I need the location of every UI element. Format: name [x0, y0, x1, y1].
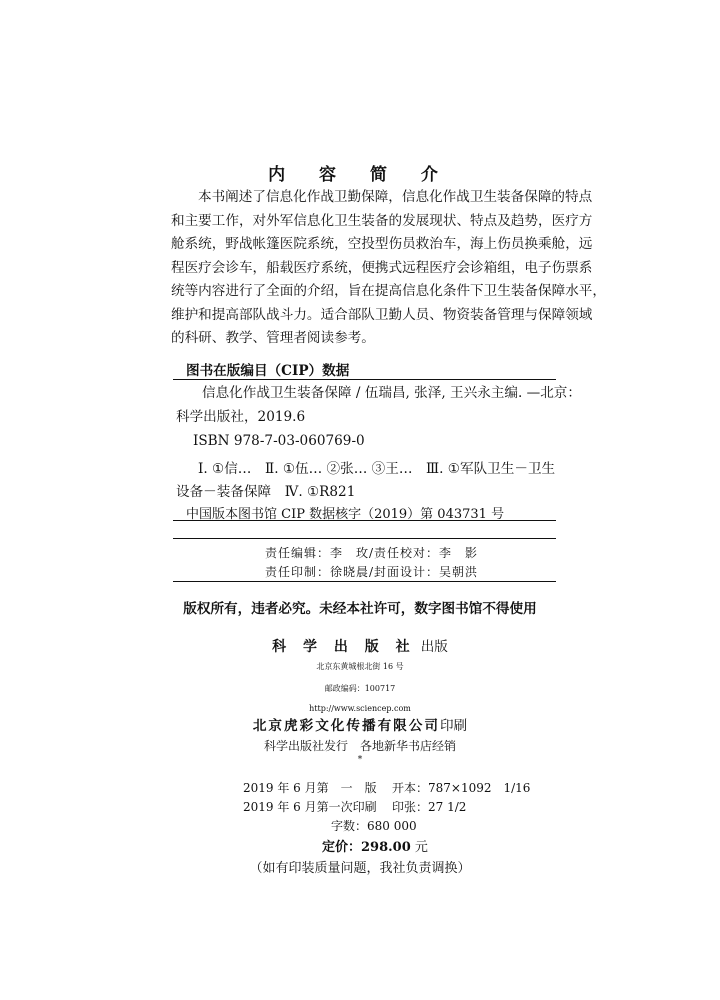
spec-price	[322, 836, 428, 855]
separator-star: *	[357, 755, 363, 765]
publisher-line	[0, 635, 720, 656]
spec-sheets: 印张：27 1/2	[392, 800, 467, 814]
cip-core-number: 中国版本图书馆 CIP 数据核字（2019）第 043731 号	[186, 507, 505, 522]
intro-body	[171, 186, 606, 351]
publisher-postcode: 邮政编码：100717	[324, 684, 396, 693]
copyright-notice: 版权所有，违者必究。未经本社许可，数字图书馆不得使用	[183, 601, 537, 617]
spec-edition: 2019 年 6 月第 一 版	[243, 781, 377, 795]
quality-note: （如有印装质量问题，我社负责调换）	[249, 861, 471, 876]
publisher-website: http://www.sciencep.com	[309, 704, 411, 713]
printer-suffix: 印刷	[439, 718, 468, 734]
cip-entry-line1: 信息化作战卫生装备保障 / 伍瑞昌, 张泽, 王兴永主编. —北京：	[202, 385, 581, 401]
distribution-line: 科学出版社发行 各地新华书店经销	[263, 739, 456, 753]
cip-core-rule	[173, 538, 556, 539]
staff-line-production: 责任印制：徐晓晨/封面设计：吴朝洪	[265, 565, 479, 579]
cip-isbn: ISBN 978-7-03-060769-0	[193, 433, 365, 449]
intro-line: 舱系统，野战帐篷医院系统，空投型伤员救治车，海上伤员换乘舱，远	[171, 236, 593, 252]
publisher-name: 科 学 出 版 社	[272, 639, 416, 655]
staff-line-editors: 责任编辑：李 玫/责任校对：李 影	[265, 546, 479, 560]
intro-line: 统等内容进行了全面的介绍，旨在提高信息化条件下卫生装备保障水平，	[171, 283, 606, 299]
publisher-suffix: 出版	[420, 639, 448, 655]
staff-rule	[173, 581, 556, 582]
cip-entry-line2: 科学出版社，2019.6	[176, 409, 306, 425]
intro-line: 和主要工作，对外军信息化卫生装备的发展现状、特点及趋势，医疗方	[171, 212, 593, 229]
intro-line: 本书阐述了信息化作战卫勤保障，信息化作战卫生装备保障的特点	[198, 189, 593, 205]
cip-header: 图书在版编目（CIP）数据	[186, 363, 350, 379]
intro-line: 的科研、教学、管理者阅读参考。	[171, 330, 375, 346]
spec-printing: 2019 年 6 月第一次印刷	[243, 800, 377, 814]
intro-line: 程医疗会诊车，船载医疗系统，便携式远程医疗会诊箱组，电子伤票系	[171, 259, 593, 276]
price-value: 298.00	[361, 840, 411, 855]
spec-words: 字数：680 000	[331, 819, 417, 833]
printer-name: 北京虎彩文化传播有限公司	[252, 718, 440, 734]
spec-format: 开本：787×1092 1/16	[392, 781, 531, 795]
publisher-address: 北京东黄城根北街 16 号	[316, 662, 404, 671]
cip-subject-line2: 设备－装备保障 Ⅳ. ①R821	[176, 484, 356, 500]
price-unit: 元	[414, 840, 428, 855]
printer-line	[0, 714, 720, 734]
cip-subject-line1: Ⅰ. ①信… Ⅱ. ①伍… ②张… ③王… Ⅲ. ①军队卫生－卫生	[198, 461, 556, 477]
cip-top-rule	[173, 379, 556, 380]
intro-title: 内 容 简 介	[268, 165, 452, 185]
intro-line: 维护和提高部队战斗力。适合部队卫勤人员、物资装备管理与保障领域	[171, 306, 593, 323]
price-label: 定价：	[322, 840, 362, 855]
